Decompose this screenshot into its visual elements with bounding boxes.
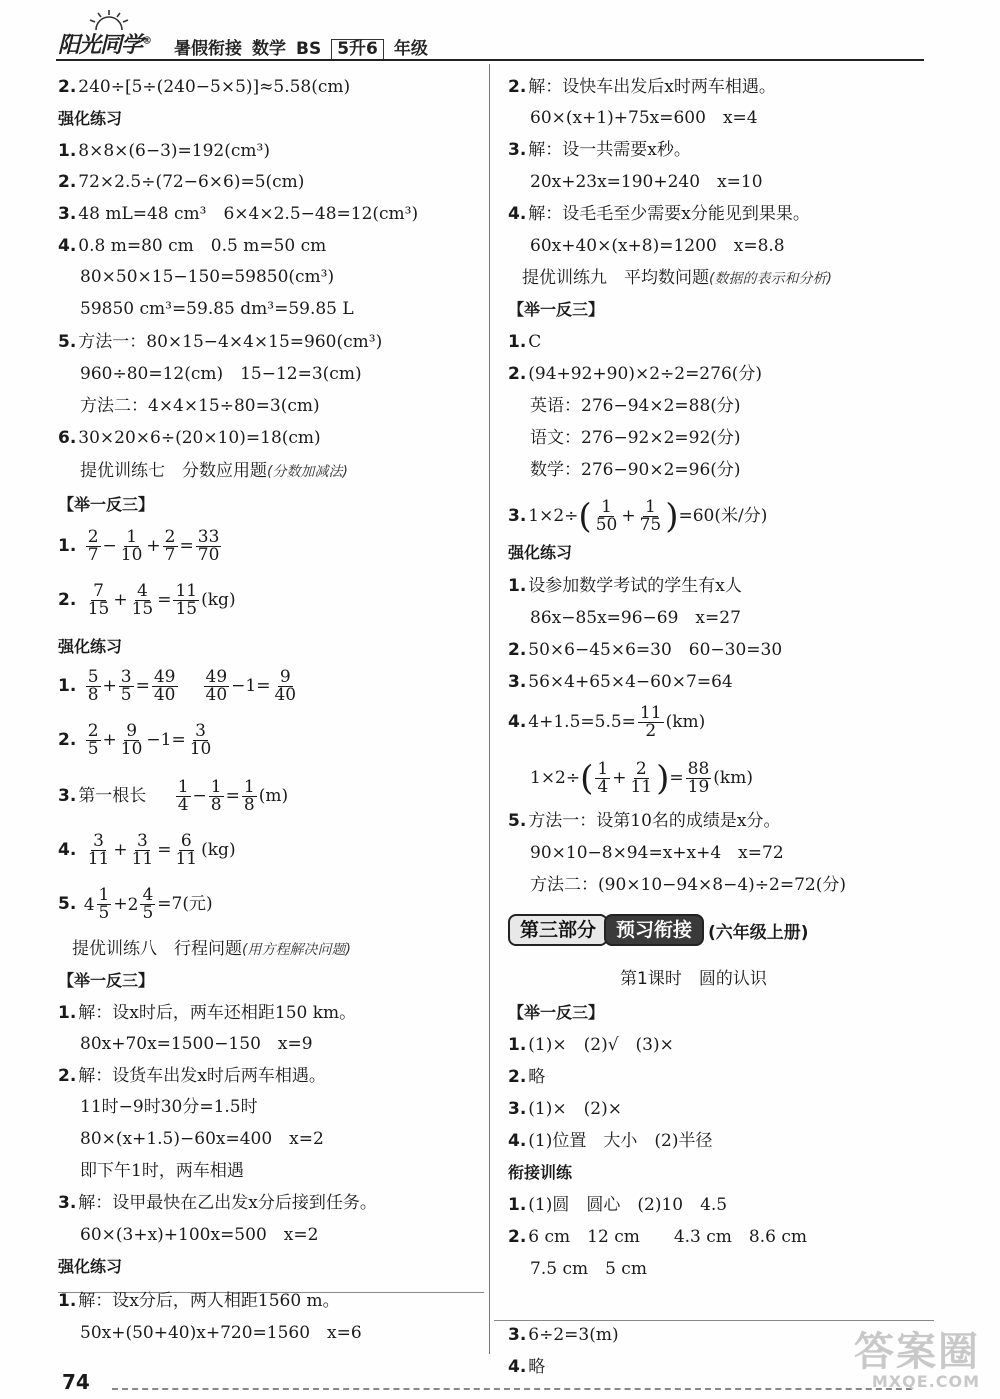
answer-line: 1. (1)× (2)√ (3)× (508, 1035, 674, 1055)
answer-line: 1. 解：设x分后，两人相距1560 m。 (58, 1291, 340, 1311)
answer-line: 20x+23x=190+240 x=10 (530, 172, 763, 192)
fraction-answer: 1. $\frac{2}{7}$ − $\frac{1}{10}$ + $\frac{2}{7}$ = $\frac{33}{70}$ (58, 527, 220, 565)
answer-line: 3. 6÷2=3(m) (508, 1325, 619, 1345)
answer-line: 1. 解：设x时后，两车还相距150 km。 (58, 1003, 357, 1023)
answer-line: 3. 48 mL=48 cm³ 6×4×2.5−48=12(cm³) (58, 204, 419, 224)
footer-rule (112, 1388, 912, 1390)
answer-line: 60x+40×(x+8)=1200 x=8.8 (530, 236, 785, 256)
answer-line: 6. 30×20×6÷(20×10)=18(cm) (58, 428, 321, 448)
section-heading: 【举一反三】 (58, 495, 155, 514)
subject: 数学 (252, 39, 286, 59)
answer-line: 3. (1)× (2)× (508, 1099, 622, 1119)
answer-line: 80×(x+1.5)−60x=400 x=2 (80, 1129, 324, 1149)
right-column-end-rule (494, 1320, 934, 1321)
part-grade: (六年级上册) (708, 922, 809, 943)
fraction-answer: 2. $\frac{7}{15}$ + $\frac{4}{15}$ = $\frac{11}{15}$ (kg) (58, 581, 236, 619)
answer-line: 86x−85x=96−69 x=27 (530, 608, 741, 628)
lesson-title: 提优训练七 分数应用题(分数加减法) (80, 461, 348, 481)
answer-line: 60×(x+1)+75x=600 x=4 (530, 108, 758, 128)
brand-logo: 阳光同学® (58, 33, 152, 58)
answer-line: 5. 方法一：设第10名的成绩是x分。 (508, 811, 781, 831)
answer-line: 4. 解：设毛毛至少需要x分能见到果果。 (508, 204, 810, 224)
lesson-title: 提优训练九 平均数问题(数据的表示和分析) (522, 268, 832, 288)
answer-line: 4. (1)位置 大小 (2)半径 (508, 1131, 713, 1151)
answer-line: 数学：276−90×2=96(分) (530, 460, 741, 480)
fraction-answer: 1. $\frac{5}{8}$ + $\frac{3}{5}$ = $\frac{49}{40}$ $\frac{49}{40}$ −1= $\frac{9}{40}$ (58, 667, 297, 705)
section-heading: 强化练习 (58, 1257, 123, 1276)
answer-line: 80x+70x=1500−150 x=9 (80, 1034, 313, 1054)
answer-line: 即下午1时，两车相遇 (80, 1161, 244, 1181)
fraction-answer: 4. $\frac{3}{11}$ + $\frac{3}{11}$ = $\frac{6}{11}$ (kg) (58, 831, 236, 869)
header-rule (56, 59, 924, 61)
answer-line: 2. 50×6−45×6=30 60−30=30 (508, 640, 783, 660)
section-heading: 【举一反三】 (508, 300, 605, 319)
fraction-answer: 5. 4 $\frac{1}{5}$ + 2 $\frac{4}{5}$ =7(元) (58, 885, 213, 923)
section-heading: 【举一反三】 (508, 1003, 605, 1022)
section-heading: 【举一反三】 (58, 971, 155, 990)
fraction-answer: 3. 1×2÷( $\frac{1}{50}$ + $\frac{1}{75}$ )=60(米/分) (508, 496, 768, 537)
fraction-answer: 4. 4+1.5=5.5= $\frac{11}{2}$ (km) (508, 703, 706, 741)
section-heading: 强化练习 (58, 637, 123, 656)
answer-line: 3. 56×4+65×4−60×7=64 (508, 672, 733, 692)
answer-line: 2. 略 (508, 1067, 546, 1087)
answer-line: 1. 8×8×(6−3)=192(cm³) (58, 141, 270, 161)
watermark (854, 1329, 980, 1391)
part-number: 第三部分 (508, 914, 608, 946)
answer-line: 英语：276−94×2=88(分) (530, 396, 741, 416)
answer-line: 方法二：(90×10−94×8−4)÷2=72(分) (530, 875, 846, 895)
section-heading: 衔接训练 (508, 1163, 573, 1182)
answer-line: 1. 设参加数学考试的学生有x人 (508, 576, 742, 596)
part-banner (508, 914, 809, 950)
section-heading: 强化练习 (58, 109, 123, 128)
answer-line: 50x+(50+40)x+720=1560 x=6 (80, 1323, 362, 1343)
page-number: 74 (62, 1370, 90, 1394)
watermark-title: 答案圈 (854, 1329, 980, 1375)
answer-line: 2. 解：设快车出发后x时两车相遇。 (508, 77, 776, 97)
part-title: 预习衔接 (604, 914, 704, 946)
answer-line: 11时−9时30分=1.5时 (80, 1097, 258, 1117)
answer-line: 5. 方法一：80×15−4×4×15=960(cm³) (58, 332, 383, 352)
watermark-url: MXQE.COM (871, 1372, 980, 1391)
fraction-answer: 3. 第一根长 $\frac{1}{4}$ − $\frac{1}{8}$ = $\frac{1}{8}$ (m) (58, 777, 289, 815)
answer-line: 59850 cm³=59.85 dm³=59.85 L (80, 299, 354, 319)
answer-line: 1. (1)圆 圆心 (2)10 4.5 (508, 1195, 728, 1215)
grade-box: 5升6 (331, 39, 384, 60)
answer-line: 1. C (508, 332, 542, 352)
answer-line: 3. 解：设甲最快在乙出发x分后接到任务。 (58, 1193, 377, 1213)
answer-line: 4. 0.8 m=80 cm 0.5 m=50 cm (58, 236, 327, 256)
book-series-title (174, 34, 428, 60)
answer-line: 2. (94+92+90)×2÷2=276(分) (508, 364, 763, 384)
answer-line: 方法二：4×4×15÷80=3(cm) (80, 396, 320, 416)
answer-line: 80×50×15−150=59850(cm³) (80, 267, 335, 287)
answer-line: 7.5 cm 5 cm (530, 1259, 647, 1279)
grade-label: 年级 (393, 39, 428, 59)
answer-line: 60×(3+x)+100x=500 x=2 (80, 1225, 319, 1245)
fraction-answer: 1×2÷( $\frac{1}{4}$ + $\frac{2}{11}$ )= $\frac{88}{19}$ (km) (530, 758, 753, 799)
answer-line: 2. 解：设货车出发x时后两车相遇。 (58, 1066, 326, 1086)
answer-line: 2. 6 cm 12 cm 4.3 cm 8.6 cm (508, 1227, 807, 1247)
answer-line: 2. 72×2.5÷(72−6×6)=5(cm) (58, 172, 305, 192)
answer-line: 960÷80=12(cm) 15−12=3(cm) (80, 364, 362, 384)
answer-line: 4. 略 (508, 1357, 546, 1377)
series-name: 暑假衔接 (174, 39, 242, 59)
column-divider (489, 64, 490, 1354)
answer-line: 3. 解：设一共需要x秒。 (508, 140, 691, 160)
fraction-answer: 2. $\frac{2}{5}$ + $\frac{9}{10}$ −1= $\frac{3}{10}$ (58, 721, 212, 759)
lesson-title: 第1课时 圆的认识 (620, 969, 767, 989)
lesson-title: 提优训练八 行程问题(用方程解决问题) (72, 939, 351, 959)
answer-line: 语文：276−92×2=92(分) (530, 428, 741, 448)
answer-line: 90×10−8×94=x+x+4 x=72 (530, 843, 784, 863)
edition: BS (296, 39, 322, 59)
answer-line: 2. 240÷[5÷(240−5×5)]≈5.58(cm) (58, 77, 351, 97)
section-heading: 强化练习 (508, 543, 573, 562)
page-header (0, 0, 1000, 68)
